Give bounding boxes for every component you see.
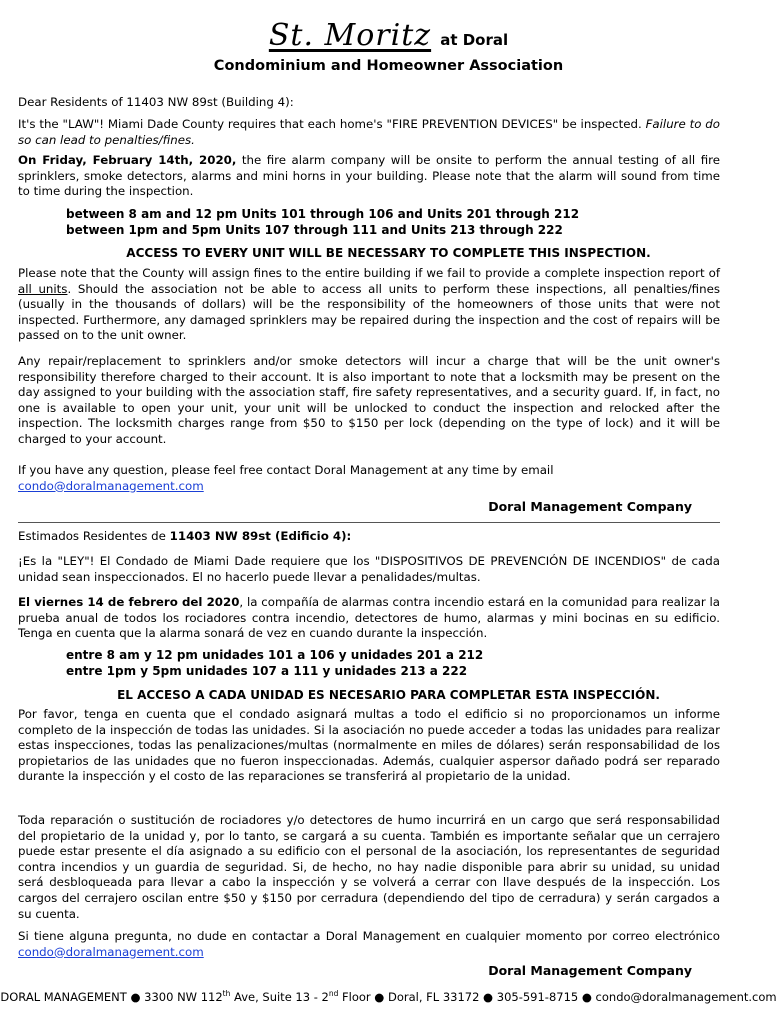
spanish-paragraph-5 — [18, 929, 720, 960]
page-subtitle: Condominium and Homeowner Association — [213, 58, 564, 74]
spanish-access-notice: EL ACCESO A CADA UNIDAD ES NECESARIO PARA COMPLETAR ESTA INSPECCIÓN. — [117, 688, 660, 702]
footer-text-a: DORAL MANAGEMENT ● 3300 NW 112 — [0, 990, 223, 1004]
spanish-paragraph-3 — [18, 707, 720, 785]
spanish-greeting-bold: 11403 NW 89st (Edificio 4): — [169, 529, 352, 543]
english-schedule-line-1: between 8 am and 12 pm Units 101 through 106 and Units 201 through 212 — [66, 207, 580, 221]
english-paragraph-3 — [18, 266, 720, 344]
footer-contact — [0, 990, 777, 1004]
footer-text-b: Ave, Suite 13 - 2 — [230, 990, 329, 1004]
english-p2-bold: On Friday, February 14th, 2020, — [18, 153, 237, 167]
section-divider — [18, 522, 720, 523]
spanish-schedule-line-1: entre 8 am y 12 pm unidades 101 a 106 y unidades 201 a 212 — [66, 648, 484, 662]
english-p5-text: If you have any question, please feel free contact Doral Management at any time by email — [18, 463, 554, 477]
english-p2-text: the fire alarm company will be onsite to perform the annual testing of all fire sprinklers, smoke detectors, alarms and mini horns in your building. Please note that the alarm will sound from time to time during the inspection. — [18, 153, 720, 199]
spanish-greeting — [18, 529, 720, 545]
english-paragraph-1 — [18, 117, 720, 148]
spanish-paragraph-2 — [18, 595, 720, 642]
spanish-p2-bold: El viernes 14 de febrero del 2020 — [18, 595, 240, 609]
spanish-p1-text: ¡Es la "LEY"! El Condado de Miami Dade requiere que los "DISPOSITIVOS DE PREVENCIÓN DE INCENDIOS" de cada unidad sean inspeccionados. El no hacerlo puede llevar a penalidades/multas. — [18, 554, 720, 584]
logo-text: St. Moritz — [268, 18, 432, 53]
english-p3-underline: all units — [18, 281, 68, 296]
english-paragraph-4 — [18, 354, 720, 448]
english-paragraph-5 — [18, 463, 720, 494]
footer-sup-a: th — [222, 989, 231, 999]
logo-suffix: at Doral — [440, 31, 509, 49]
spanish-p5-text: Si tiene alguna pregunta, no dude en contactar a Doral Management en cualquier momento por correo electrónico — [18, 929, 720, 943]
spanish-signature: Doral Management Company — [488, 963, 692, 978]
english-p3-text-b: . Should the association not be able to access all units to perform these inspections, all penalties/fines (usually in the thousands of dollars) will be the responsibility of the homeowners of those units that were not inspected. Furthermore, any damaged sprinklers may be repaired during the inspection and the cost of repairs will be passed on to the unit owner. — [18, 281, 720, 343]
english-email-link[interactable]: condo@doralmanagement.com — [18, 478, 204, 493]
english-schedule-line-2: between 1pm and 5pm Units 107 through 111 and Units 213 through 222 — [66, 223, 563, 237]
spanish-paragraph-4 — [18, 813, 720, 922]
english-greeting-text: Dear Residents of 11403 NW 89st (Building 4): — [18, 95, 294, 109]
spanish-greeting-text: Estimados Residentes de — [18, 529, 166, 543]
spanish-schedule-line-2: entre 1pm y 5pm unidades 107 a 111 y unidades 213 a 222 — [66, 664, 468, 678]
spanish-email-link[interactable]: condo@doralmanagement.com — [18, 944, 204, 959]
english-access-notice: ACCESS TO EVERY UNIT WILL BE NECESSARY TO COMPLETE THIS INSPECTION. — [126, 246, 651, 260]
spanish-paragraph-1 — [18, 554, 720, 585]
english-p4-text: Any repair/replacement to sprinklers and/or smoke detectors will incur a charge that will be the unit owner's responsibility therefore charged to their account. It is also important to note that a locksmith may be present on the day assigned to your building with the association staff, fire safety representatives, and a security guard. If, in fact, no one is available to open your unit, your unit will be unlocked to conduct the inspection and relocked after the inspection. The locksmith charges range from $50 to $150 per lock (depending on the type of lock) and it will be charged to your account. — [18, 354, 720, 446]
spanish-p2-text: , la compañía de alarmas contra incendio estará en la comunidad para realizar la prueba anual de todos los rociadores contra incendio, detectores de humo, alarmas y mini bocinas en su edificio. Tenga en cuenta que la alarma sonará de vez en cuando durante la inspección. — [18, 595, 720, 641]
english-p3-text-a: Please note that the County will assign fines to the entire building if we fail to provide a complete inspection report of — [18, 266, 720, 280]
spanish-p3-text: Por favor, tenga en cuenta que el condado asignará multas a todo el edificio si no proporcionamos un informe completo de la inspección de todas las unidades. Si la asociación no puede acceder a todas las unidades para realizar estas inspecciones, todas las penalizaciones/multas (normalmente en miles de dólares) serán responsabilidad de los propietarios de las unidades que no fueron inspeccionadas. Además, cualquier aspersor dañado podrá ser reparado durante la inspección y el costo de las reparaciones se transferirá al propietario de la unidad. — [18, 707, 720, 784]
association-logo — [0, 18, 777, 53]
footer-text-c: Floor ● Doral, FL 33172 ● 305-591-8715 ● condo@doralmanagement.com — [338, 990, 777, 1004]
english-p1-italic: Failure to do so can lead to penalties/fines. — [18, 117, 721, 147]
english-paragraph-2 — [18, 153, 720, 200]
english-signature: Doral Management Company — [488, 499, 692, 514]
footer-sup-b: nd — [328, 989, 339, 999]
english-p1-text: It's the "LAW"! Miami Dade County requires that each home's "FIRE PREVENTION DEVICES" be inspected. — [18, 117, 642, 131]
spanish-p4-text: Toda reparación o sustitución de rociadores y/o detectores de humo incurrirá en un cargo que será responsabilidad del propietario de la unidad y, por lo tanto, se cargará a su cuenta. También es importante señalar que un cerrajero puede estar presente el día asignado a su edificio con el personal de la asociación, los representantes de seguridad contra incendios y un guardia de seguridad. Si, de hecho, no hay nadie disponible para abrir su unidad, su unidad será desbloqueada para llevar a cabo la inspección y se volverá a cerrar con llave después de la inspección. Los cargos del cerrajero oscilan entre $50 y $150 por cerradura (dependiendo del tipo de cerradura) y serán cargados a su cuenta. — [18, 813, 720, 921]
english-greeting — [18, 95, 720, 111]
